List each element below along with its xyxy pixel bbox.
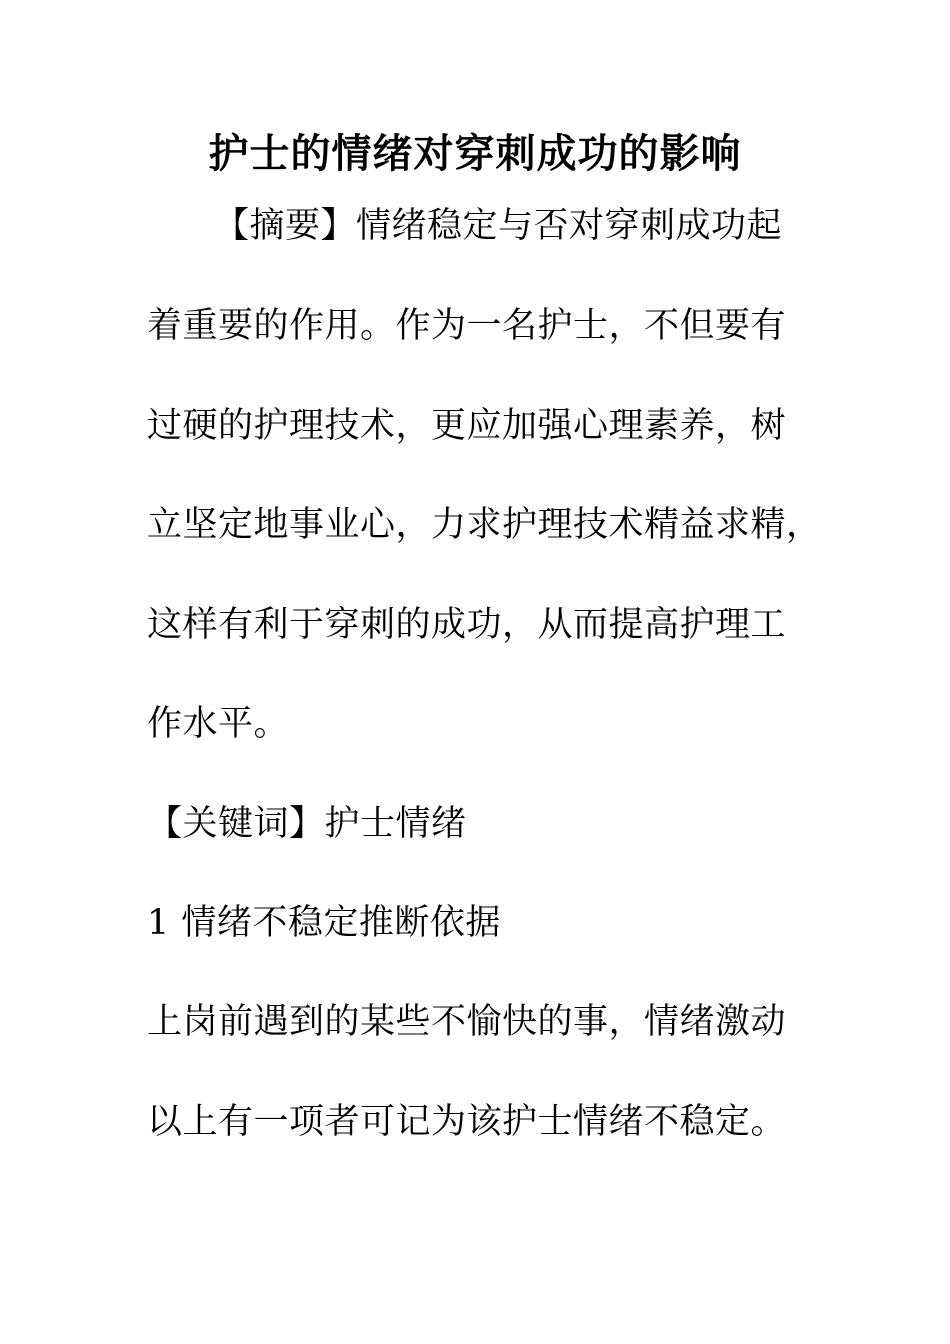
abstract-line-4: 立坚定地事业心，力求护理技术精益求精， xyxy=(147,505,822,545)
abstract-line-2: 着重要的作用。作为一名护士，不但要有 xyxy=(147,306,787,346)
abstract-line-5: 这样有利于穿刺的成功，从而提高护理工 xyxy=(147,605,787,645)
abstract-line-1: 【摘要】情绪稳定与否对穿刺成功起 xyxy=(214,206,783,246)
section-heading: 1 情绪不稳定推断依据 xyxy=(147,903,501,943)
abstract-line-6: 作水平。 xyxy=(147,704,290,744)
keywords-line: 【关键词】护士情绪 xyxy=(147,804,467,844)
abstract-line-3: 过硬的护理技术，更应加强心理素养，树 xyxy=(147,406,787,446)
document-title: 护士的情绪对穿刺成功的影响 xyxy=(208,130,742,177)
body-line-2: 以上有一项者可记为该护士情绪不稳定。 xyxy=(147,1102,787,1142)
body-line-1: 上岗前遇到的某些不愉快的事，情绪激动 xyxy=(147,1002,787,1042)
